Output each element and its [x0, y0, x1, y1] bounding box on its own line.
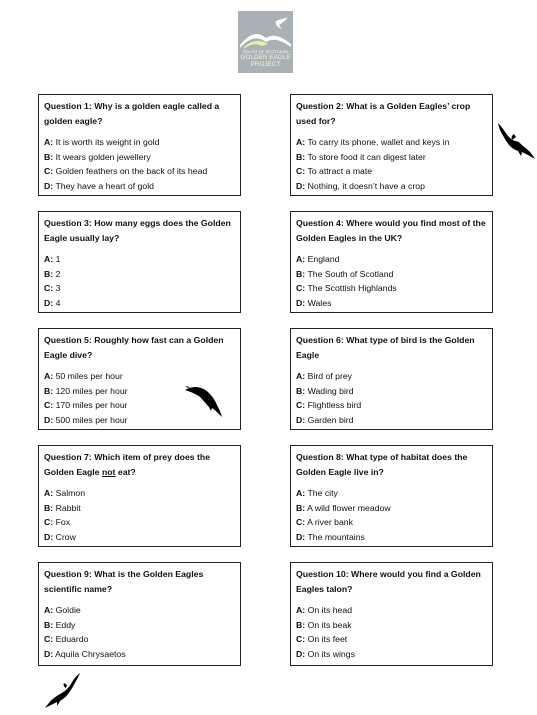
option-text: Rabbit: [55, 502, 81, 513]
option-text: It is worth its weight in gold: [55, 137, 160, 148]
option-text: On its feet: [307, 634, 348, 645]
answer-option-d[interactable]: [296, 530, 487, 545]
question-card-8: [290, 445, 493, 547]
option-text: On its beak: [307, 619, 352, 630]
option-letter: B:: [296, 619, 306, 630]
question-title-after: eat?: [115, 466, 136, 477]
question-card-3: [38, 211, 241, 313]
option-letter: C:: [44, 634, 54, 645]
question-title: Question 5: Roughly how fast can a Golden Eagle dive?: [44, 335, 224, 360]
option-text: The Scottish Highlands: [307, 283, 397, 294]
option-text: 500 miles per hour: [55, 414, 128, 425]
answer-option-a[interactable]: [296, 603, 487, 618]
answer-option-c[interactable]: [296, 164, 487, 179]
option-letter: D:: [296, 297, 306, 308]
option-letter: D:: [296, 414, 306, 425]
question-title: [44, 450, 235, 479]
option-text: Eddy: [55, 619, 76, 630]
option-letter: C:: [44, 400, 54, 411]
question-title: Question 9: What is the Golden Eagles scientific name?: [44, 569, 204, 594]
answer-option-b[interactable]: [44, 150, 235, 165]
answer-option-b[interactable]: [296, 384, 487, 399]
option-letter: D:: [44, 648, 54, 659]
question-title: Question 3: How many eggs does the Golden Eagle usually lay?: [44, 218, 231, 243]
answer-option-a[interactable]: [296, 252, 487, 267]
option-letter: D:: [44, 180, 54, 191]
option-letter: C:: [296, 634, 306, 645]
option-letter: A:: [296, 488, 306, 499]
option-letter: A:: [44, 605, 54, 616]
option-letter: A:: [44, 254, 54, 265]
question-title: Question 2: What is a Golden Eagles’ crop used for?: [296, 101, 471, 126]
answer-option-d[interactable]: [296, 413, 487, 428]
question-title: Question 6: What type of bird is the Golden Eagle: [296, 335, 475, 360]
answer-option-b[interactable]: [296, 267, 487, 282]
option-letter: C:: [44, 283, 54, 294]
option-letter: C:: [44, 517, 54, 528]
option-text: 50 miles per hour: [55, 371, 123, 382]
question-title: Question 1: Why is a golden eagle called a golden eagle?: [44, 101, 220, 126]
option-letter: D:: [296, 648, 306, 659]
option-letter: A:: [296, 137, 306, 148]
option-text: The city: [307, 488, 338, 499]
answer-option-b[interactable]: [296, 618, 487, 633]
option-text: Fox: [55, 517, 71, 528]
answer-option-d[interactable]: [44, 296, 235, 311]
option-text: Crow: [55, 531, 76, 542]
answer-option-b[interactable]: [296, 150, 487, 165]
option-text: Aquila Chrysaetos: [55, 648, 126, 659]
option-text: To attract a mate: [307, 166, 373, 177]
option-text: The South of Scotland: [307, 268, 394, 279]
option-text: On its wings: [307, 648, 355, 659]
option-text: Bird of prey: [307, 371, 353, 382]
answer-option-a[interactable]: [296, 486, 487, 501]
option-text: Eduardo: [55, 634, 89, 645]
option-letter: A:: [296, 371, 306, 382]
option-text: Salmon: [55, 488, 86, 499]
question-card-4: [290, 211, 493, 313]
option-text: Wales: [307, 297, 332, 308]
question-card-6: [290, 328, 493, 430]
question-card-10: [290, 562, 493, 666]
option-text: The mountains: [307, 531, 365, 542]
question-card-2: [290, 94, 493, 196]
answer-option-d[interactable]: [296, 179, 487, 194]
option-text: A wild flower meadow: [307, 502, 391, 513]
option-letter: C:: [44, 166, 54, 177]
option-text: 2: [55, 268, 61, 279]
answer-option-c[interactable]: [296, 515, 487, 530]
question-title-before: Question 7: Which item of prey does the Golden Eagle: [44, 452, 211, 477]
option-letter: A:: [44, 488, 54, 499]
option-letter: A:: [44, 371, 54, 382]
option-text: To carry its phone, wallet and keys in: [307, 137, 450, 148]
option-letter: B:: [44, 151, 54, 162]
answer-option-d[interactable]: [44, 179, 235, 194]
option-text: 120 miles per hour: [55, 385, 128, 396]
answer-option-b[interactable]: [44, 267, 235, 282]
question-card-9: [38, 562, 241, 666]
answer-option-b[interactable]: [44, 618, 235, 633]
answer-option-d[interactable]: [44, 530, 235, 545]
answer-option-d[interactable]: [296, 296, 487, 311]
option-text: A river bank: [307, 517, 353, 528]
answer-option-b[interactable]: [44, 501, 235, 516]
option-text: Garden bird: [307, 414, 354, 425]
question-title: Question 10: Where would you find a Golden Eagles talon?: [296, 569, 481, 594]
option-letter: C:: [296, 166, 306, 177]
answer-option-a[interactable]: [44, 252, 235, 267]
answer-option-d[interactable]: [296, 647, 487, 662]
answer-option-c[interactable]: [44, 164, 235, 179]
eagle-silhouette-icon: [184, 382, 224, 418]
option-letter: B:: [296, 385, 306, 396]
option-text: 1: [55, 254, 61, 265]
answer-option-a[interactable]: [44, 486, 235, 501]
answer-option-a[interactable]: [296, 369, 487, 384]
option-text: Wading bird: [307, 385, 354, 396]
option-letter: B:: [296, 268, 306, 279]
option-letter: D:: [44, 414, 54, 425]
logo-line-1: SOUTH OF SCOTLAND: [242, 49, 289, 54]
option-letter: C:: [296, 400, 306, 411]
option-text: 170 miles per hour: [55, 400, 128, 411]
option-text: 4: [55, 297, 61, 308]
option-letter: C:: [296, 517, 306, 528]
answer-option-c[interactable]: [296, 632, 487, 647]
option-letter: B:: [44, 502, 54, 513]
option-letter: A:: [296, 254, 306, 265]
project-logo: [238, 11, 293, 73]
logo-line-3: PROJECT: [250, 61, 281, 68]
option-text: They have a heart of gold: [55, 180, 154, 191]
eagle-silhouette-icon: [44, 672, 82, 710]
option-letter: D:: [44, 297, 54, 308]
answer-option-c[interactable]: [296, 398, 487, 413]
logo-line-2: GOLDEN EAGLE: [240, 54, 291, 61]
option-letter: A:: [296, 605, 306, 616]
answer-option-a[interactable]: [44, 603, 235, 618]
option-text: To store food it can digest later: [307, 151, 426, 162]
question-title-emphasis: not: [101, 466, 116, 477]
answer-option-b[interactable]: [296, 501, 487, 516]
option-letter: D:: [296, 180, 306, 191]
answer-option-c[interactable]: [44, 515, 235, 530]
answer-option-d[interactable]: [44, 647, 235, 662]
question-title: Question 4: Where would you find most of the Golden Eagles in the UK?: [296, 218, 486, 243]
option-letter: C:: [296, 283, 306, 294]
option-text: England: [307, 254, 340, 265]
answer-option-a[interactable]: [44, 135, 235, 150]
option-letter: B:: [44, 385, 54, 396]
answer-option-c[interactable]: [296, 281, 487, 296]
option-letter: D:: [296, 531, 306, 542]
option-letter: D:: [44, 531, 54, 542]
option-text: On its head: [307, 605, 353, 616]
answer-option-a[interactable]: [296, 135, 487, 150]
option-letter: A:: [44, 137, 54, 148]
option-text: Goldie: [55, 605, 81, 616]
answer-option-c[interactable]: [44, 632, 235, 647]
option-letter: B:: [44, 268, 54, 279]
question-title: Question 8: What type of habitat does the Golden Eagle live in?: [296, 452, 468, 477]
option-text: It wears golden jewellery: [55, 151, 151, 162]
option-letter: B:: [296, 151, 306, 162]
eagle-silhouette-icon: [494, 121, 536, 161]
question-card-1: [38, 94, 241, 196]
option-text: Nothing, it doesn’t have a crop: [307, 180, 425, 191]
answer-option-c[interactable]: [44, 281, 235, 296]
option-letter: B:: [44, 619, 54, 630]
option-text: Flightless bird: [307, 400, 362, 411]
question-card-7: [38, 445, 241, 547]
option-text: 3: [55, 283, 61, 294]
option-text: Golden feathers on the back of its head: [55, 166, 208, 177]
option-letter: B:: [296, 502, 306, 513]
